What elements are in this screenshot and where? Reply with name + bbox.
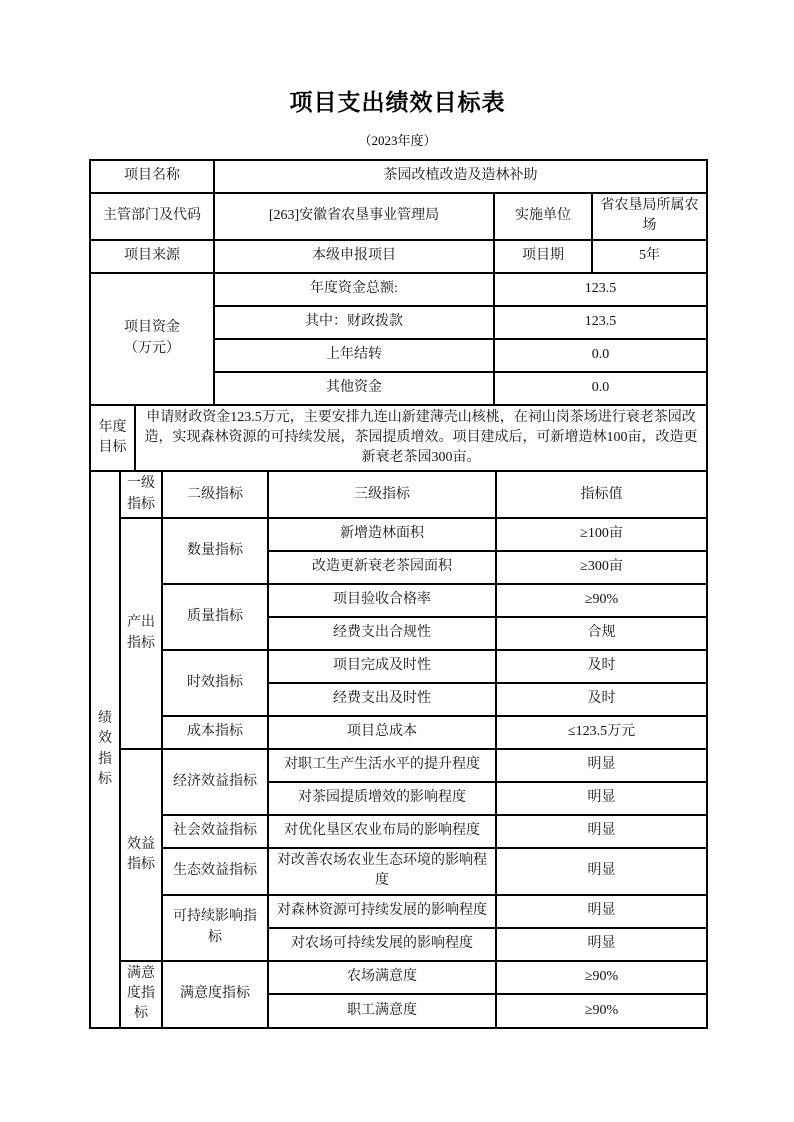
indicator-name: 经费支出合规性	[268, 617, 496, 650]
table-row	[90, 895, 707, 928]
indicator-name: 对职工生产生活水平的提升程度	[268, 749, 496, 782]
indicator-value: ≤123.5万元	[496, 716, 707, 749]
page-subtitle: （2023年度）	[358, 133, 437, 148]
funding-other-value: 0.0	[494, 372, 707, 405]
indicator-name: 农场满意度	[268, 961, 496, 994]
dept-value: [263]安徽省农垦事业管理局	[214, 193, 494, 240]
funding-fiscal-value: 123.5	[494, 306, 707, 339]
indicator-value: ≥100亩	[496, 518, 707, 551]
table-row	[90, 749, 707, 782]
table-row	[90, 405, 707, 472]
subgroup-economic-benefit: 经济效益指标	[162, 749, 268, 815]
header-level2-indicator: 二级指标	[162, 471, 268, 518]
funding-other-label: 其他资金	[214, 372, 494, 405]
table-row	[90, 240, 707, 273]
table-row	[90, 160, 707, 193]
funding-label-line2: （万元）	[124, 340, 180, 356]
annual-goal-text: 申请财政资金123.5万元，主要安排九连山新建薄壳山核桃，在祠山岗茶场进行衰老茶园改造，实现森林资源的可持续发展，茶园提质增效。项目建成后，可新增造林100亩，改造更新衰老茶园300亩。	[135, 405, 707, 472]
indicator-name: 项目完成及时性	[268, 650, 496, 683]
table-row	[90, 584, 707, 617]
subgroup-quantity-indicators: 数量指标	[162, 518, 268, 584]
indicator-name: 项目总成本	[268, 716, 496, 749]
table-row	[90, 716, 707, 749]
indicator-value: 明显	[496, 848, 707, 895]
indicator-value: ≥90%	[496, 584, 707, 617]
indicator-name: 对优化垦区农业布局的影响程度	[268, 815, 496, 848]
subgroup-sustainable-impact: 可持续影响指标	[162, 895, 268, 961]
performance-indicators-table	[89, 470, 708, 1028]
table-row	[90, 848, 707, 895]
indicator-value: 及时	[496, 683, 707, 716]
header-indicator-value: 指标值	[496, 471, 707, 518]
indicator-name: 对改善农场农业生态环境的影响程度	[268, 848, 496, 895]
group-output-indicators: 产出指标	[120, 518, 162, 749]
funding-carryover-label: 上年结转	[214, 339, 494, 372]
header-level1-indicator: 一级指标	[120, 471, 162, 518]
indicator-value: ≥90%	[496, 994, 707, 1027]
indicator-value: 明显	[496, 928, 707, 961]
project-info-table	[89, 159, 708, 406]
indicator-name: 项目验收合格率	[268, 584, 496, 617]
funding-section-label	[90, 273, 214, 405]
subgroup-ecological-benefit: 生态效益指标	[162, 848, 268, 895]
source-label: 项目来源	[90, 240, 214, 273]
indicator-value: 明显	[496, 895, 707, 928]
period-value: 5年	[592, 240, 707, 273]
indicator-name: 改造更新衰老茶园面积	[268, 551, 496, 584]
side-label-performance: 绩效指标	[90, 471, 120, 1027]
table-row	[90, 471, 707, 518]
subgroup-satisfaction: 满意度指标	[162, 961, 268, 1028]
subgroup-social-benefit: 社会效益指标	[162, 815, 268, 848]
subgroup-cost-indicators: 成本指标	[162, 716, 268, 749]
period-label: 项目期	[494, 240, 592, 273]
indicator-name: 对农场可持续发展的影响程度	[268, 928, 496, 961]
project-name-value: 茶园改植改造及造林补助	[214, 160, 707, 193]
indicator-value: ≥300亩	[496, 551, 707, 584]
source-value: 本级申报项目	[214, 240, 494, 273]
group-satisfaction-indicators: 满意度指标	[120, 961, 162, 1028]
funding-total-label: 年度资金总额:	[214, 273, 494, 306]
funding-fiscal-label: 其中：财政拨款	[214, 306, 494, 339]
funding-label-line1: 项目资金	[124, 320, 180, 336]
indicator-name: 经费支出及时性	[268, 683, 496, 716]
indicator-value: 明显	[496, 815, 707, 848]
impl-unit-label: 实施单位	[494, 193, 592, 240]
header-level3-indicator: 三级指标	[268, 471, 496, 518]
impl-unit-value: 省农垦局所属农场	[592, 193, 707, 240]
indicator-name: 职工满意度	[268, 994, 496, 1027]
funding-carryover-value: 0.0	[494, 339, 707, 372]
table-row	[90, 650, 707, 683]
indicator-name: 对森林资源可持续发展的影响程度	[268, 895, 496, 928]
indicator-name: 对茶园提质增效的影响程度	[268, 782, 496, 815]
indicator-name: 新增造林面积	[268, 518, 496, 551]
indicator-value: 合规	[496, 617, 707, 650]
annual-goal-table	[89, 404, 708, 473]
group-benefit-indicators: 效益指标	[120, 749, 162, 961]
project-name-label: 项目名称	[90, 160, 214, 193]
indicator-value: 明显	[496, 749, 707, 782]
page-title: 项目支出绩效目标表	[289, 90, 506, 115]
indicator-value: 及时	[496, 650, 707, 683]
table-row	[90, 518, 707, 551]
subgroup-quality-indicators: 质量指标	[162, 584, 268, 650]
annual-goal-label: 年度目标	[90, 405, 135, 472]
indicator-value: ≥90%	[496, 961, 707, 994]
table-row	[90, 961, 707, 994]
table-row	[90, 815, 707, 848]
table-row	[90, 193, 707, 240]
subgroup-timeliness-indicators: 时效指标	[162, 650, 268, 716]
indicator-value: 明显	[496, 782, 707, 815]
funding-total-value: 123.5	[494, 273, 707, 306]
table-row	[90, 273, 707, 306]
dept-label: 主管部门及代码	[90, 193, 214, 240]
